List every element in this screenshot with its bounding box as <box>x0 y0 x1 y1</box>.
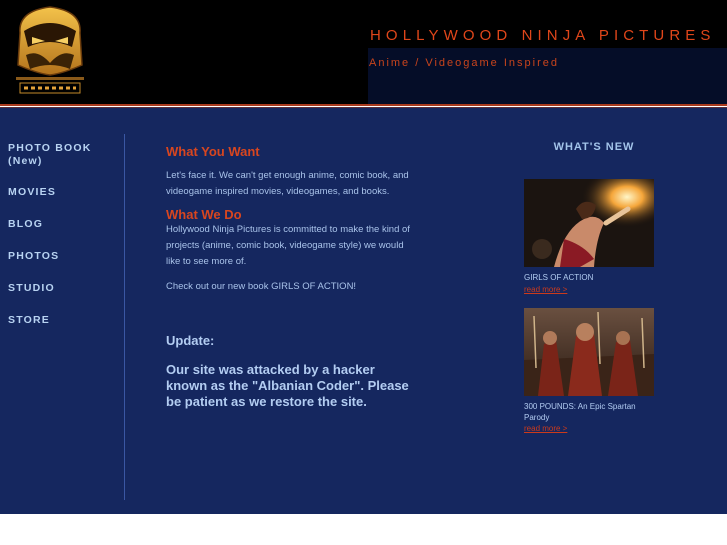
section-paragraph: Hollywood Ninja Pictures is committed to make the kind of projects (anime, comic book, videogame style) we would like to see more of. <box>166 224 410 267</box>
nav-item-movies[interactable]: MOVIES <box>8 186 57 198</box>
spartan-warriors-thumbnail-icon[interactable] <box>524 308 654 396</box>
nav-item-store[interactable]: STORE <box>8 314 50 326</box>
nav-item-blog[interactable]: BLOG <box>8 218 44 230</box>
section-heading-what-you-want: What You Want <box>166 144 260 159</box>
nav-item-badge: (New) <box>8 155 43 167</box>
nav-item-photo-book[interactable] <box>8 142 92 168</box>
site-title: HOLLYWOOD NINJA PICTURES <box>370 27 716 44</box>
action-heroine-thumbnail-icon[interactable] <box>524 179 654 267</box>
book-promo-text: Check out our new book GIRLS OF ACTION! <box>166 281 357 292</box>
site-tagline: Anime / Videogame Inspired <box>369 57 559 69</box>
nav-item-photos[interactable]: PHOTOS <box>8 250 60 262</box>
news-item-title: 300 POUNDS: An Epic Spartan Parody <box>524 402 636 422</box>
nav-item-label: PHOTO BOOK <box>8 142 92 154</box>
main-area <box>0 108 727 514</box>
header-divider <box>0 104 727 106</box>
section-heading-what-we-do: What We Do <box>166 207 242 222</box>
news-item-title: GIRLS OF ACTION <box>524 273 594 282</box>
read-more-link[interactable]: read more > <box>524 285 568 294</box>
section-paragraph: Let's face it. We can't get enough anime, comic book, and videogame inspired movies, videogames, and books. <box>166 170 409 197</box>
column-divider <box>124 134 125 500</box>
whats-new-title: WHAT'S NEW <box>553 141 635 153</box>
main-content <box>166 144 416 410</box>
update-message: Our site was attacked by a hacker known as the "Albanian Coder". Please be patient as we restore the site. <box>166 362 409 409</box>
update-title: Update: <box>166 333 215 348</box>
ninja-logo-icon[interactable] <box>12 3 88 96</box>
nav-item-studio[interactable]: STUDIO <box>8 282 55 294</box>
read-more-link[interactable]: read more > <box>524 424 568 433</box>
